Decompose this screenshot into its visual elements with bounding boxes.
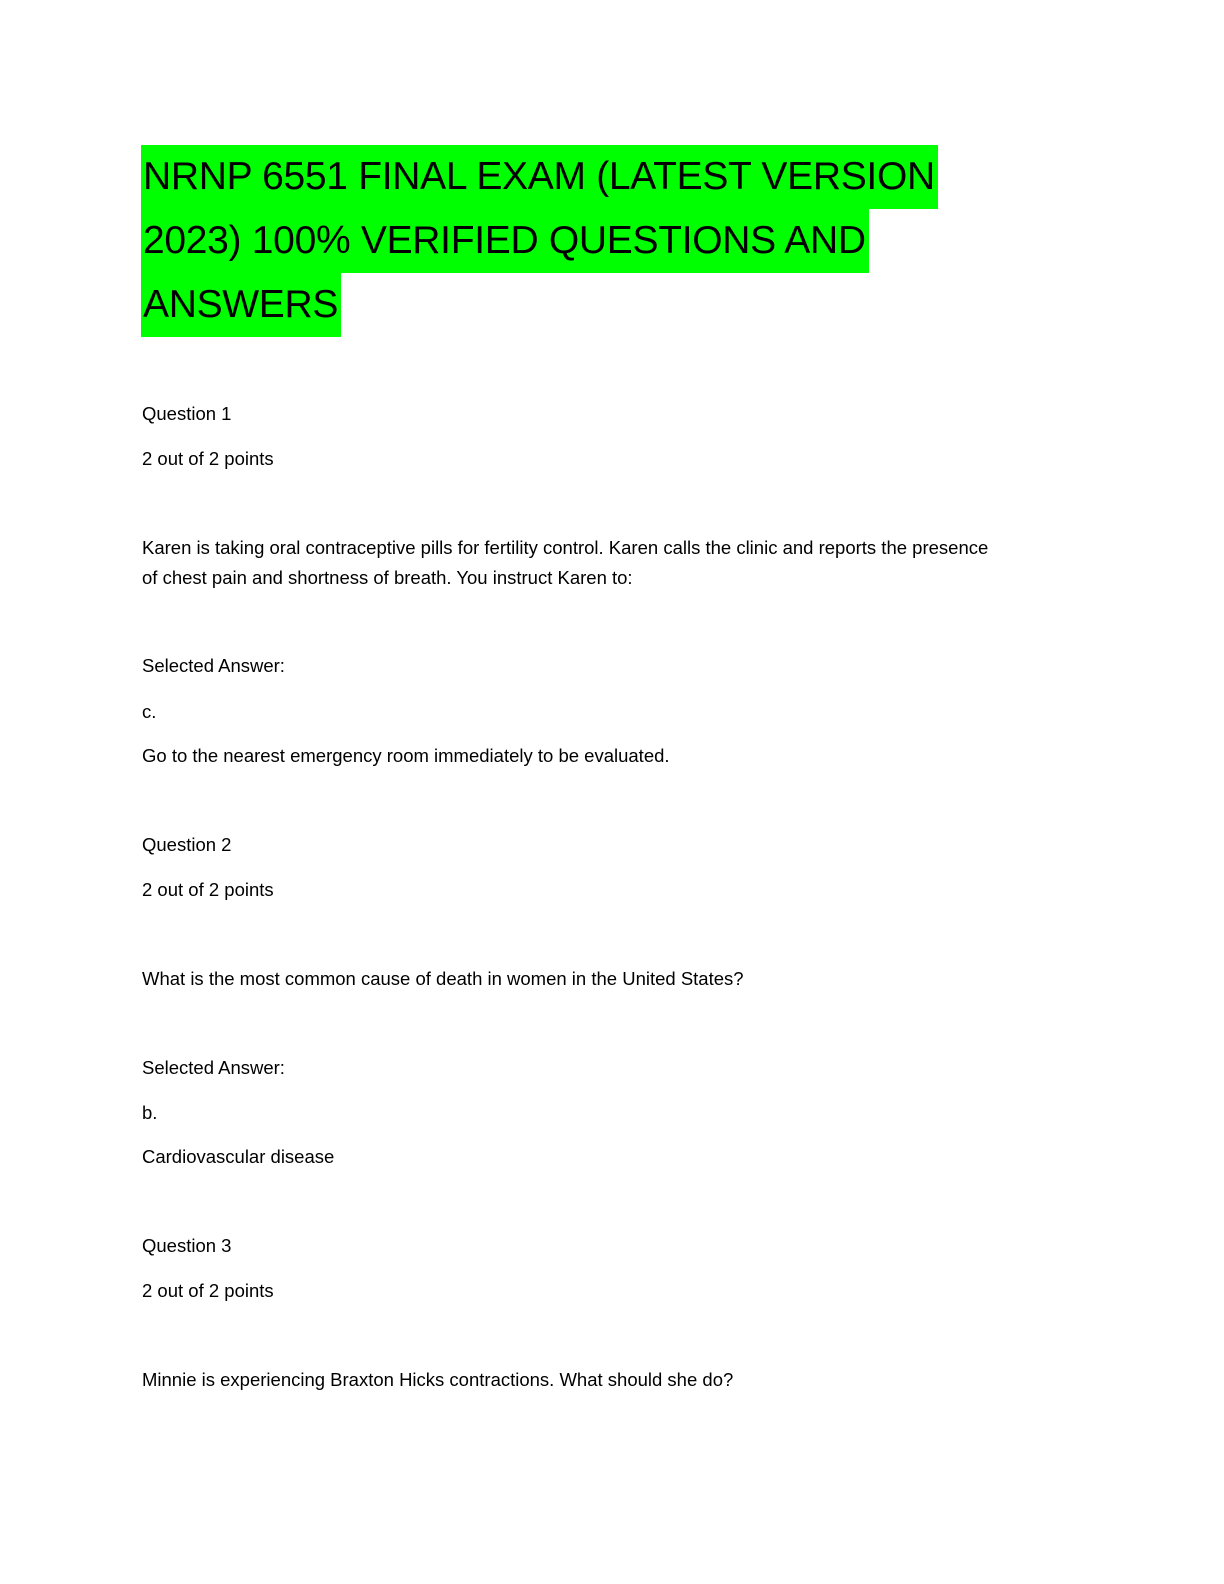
question-2-text-line-1: What is the most common cause of death in women in the United States?	[142, 968, 744, 989]
document-title	[141, 145, 1041, 337]
question-3-text-line-1: Minnie is experiencing Braxton Hicks contractions. What should she do?	[142, 1369, 734, 1390]
question-1-text-line-2: of chest pain and shortness of breath. You instruct Karen to:	[142, 567, 633, 588]
question-2-answer-letter: b.	[142, 1102, 158, 1123]
question-1-answer-text: Go to the nearest emergency room immediately to be evaluated.	[142, 745, 670, 766]
question-2-selected-label: Selected Answer:	[142, 1057, 285, 1078]
title-line-3: ANSWERS	[141, 273, 341, 337]
question-3-points: 2 out of 2 points	[142, 1280, 274, 1301]
question-2-points: 2 out of 2 points	[142, 879, 274, 900]
title-line-1: NRNP 6551 FINAL EXAM (LATEST VERSION	[141, 145, 938, 209]
question-1-text-line-1: Karen is taking oral contraceptive pills for fertility control. Karen calls the clinic and reports the presence	[142, 537, 989, 558]
question-1-answer-letter: c.	[142, 701, 157, 722]
question-2-label: Question 2	[142, 834, 232, 855]
title-line-2: 2023) 100% VERIFIED QUESTIONS AND	[141, 209, 869, 273]
question-1-selected-label: Selected Answer:	[142, 655, 285, 676]
question-2-answer-text: Cardiovascular disease	[142, 1146, 335, 1167]
question-1-label: Question 1	[142, 403, 232, 424]
question-3-label: Question 3	[142, 1235, 232, 1256]
question-1-points: 2 out of 2 points	[142, 448, 274, 469]
